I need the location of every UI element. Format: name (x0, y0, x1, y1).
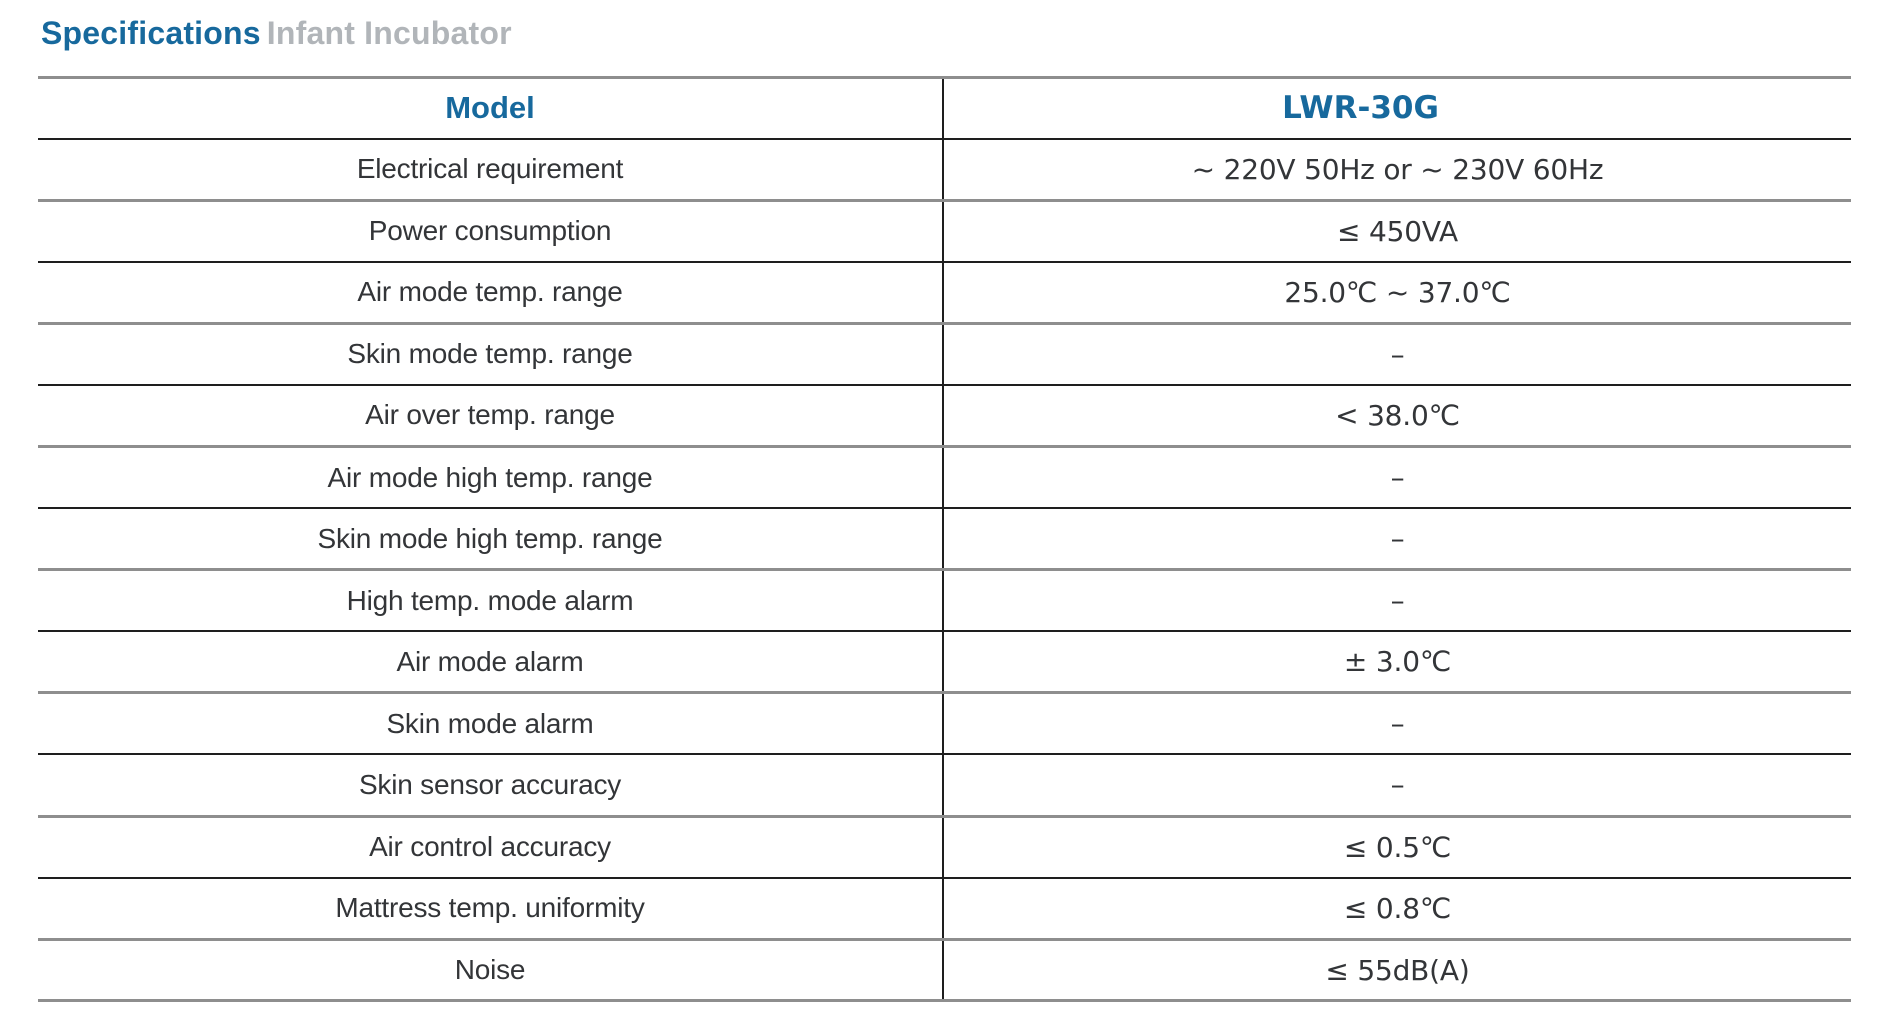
spec-row-label: Power consumption (38, 200, 943, 262)
spec-row-label: Mattress temp. uniformity (38, 878, 943, 940)
spec-row-value: ≤ 0.8℃ (1343, 891, 1452, 925)
page-title (41, 14, 1851, 52)
spec-row-value: ± 3.0℃ (1343, 645, 1452, 679)
spec-row-value: < 38.0℃ (1335, 398, 1460, 432)
spec-row-value: 25.0℃ ~ 37.0℃ (1284, 275, 1511, 309)
spec-row-label: Air mode high temp. range (38, 446, 943, 508)
spec-row-value: – (1390, 584, 1405, 618)
spec-row (38, 139, 1851, 201)
spec-row (38, 570, 1851, 632)
spec-row-label: Skin mode high temp. range (38, 508, 943, 570)
spec-row-value: ≤ 450VA (1337, 214, 1458, 248)
spec-table-body (38, 139, 1851, 1001)
spec-row (38, 878, 1851, 940)
spec-row (38, 323, 1851, 385)
spec-row (38, 446, 1851, 508)
spec-row-label: Noise (38, 939, 943, 1001)
spec-row-value: – (1390, 337, 1405, 371)
spec-row-label: High temp. mode alarm (38, 570, 943, 632)
spec-row (38, 631, 1851, 693)
title-section-label: Specifications (41, 15, 261, 51)
spec-row-label: Air over temp. range (38, 385, 943, 447)
spec-row (38, 816, 1851, 878)
spec-row-label: Skin mode temp. range (38, 323, 943, 385)
spec-row-label: Skin sensor accuracy (38, 754, 943, 816)
spec-row-label: Air mode temp. range (38, 262, 943, 324)
spec-row (38, 200, 1851, 262)
model-header-value: LWR-30G (1282, 90, 1439, 127)
spec-row-value: – (1390, 768, 1405, 802)
spec-row-value: ≤ 0.5℃ (1343, 830, 1452, 864)
spec-row (38, 939, 1851, 1001)
spec-row (38, 385, 1851, 447)
spec-row-label: Electrical requirement (38, 139, 943, 201)
spec-row (38, 693, 1851, 755)
spec-row (38, 508, 1851, 570)
model-header-row (38, 78, 1851, 139)
spec-row (38, 754, 1851, 816)
specifications-table (38, 76, 1851, 1002)
spec-row-value: ≤ 55dB(A) (1325, 953, 1470, 987)
spec-row-value: – (1390, 522, 1405, 556)
spec-table-head (38, 78, 1851, 139)
spec-row-value: – (1390, 707, 1405, 741)
spec-row-label: Air control accuracy (38, 816, 943, 878)
spec-row-value: – (1390, 461, 1405, 495)
model-header-label: Model (38, 78, 943, 139)
spec-row (38, 262, 1851, 324)
spec-row-value: ~ 220V 50Hz or ~ 230V 60Hz (1191, 152, 1604, 186)
spec-row-label: Skin mode alarm (38, 693, 943, 755)
spec-row-label: Air mode alarm (38, 631, 943, 693)
title-product-name: Infant Incubator (266, 15, 512, 51)
